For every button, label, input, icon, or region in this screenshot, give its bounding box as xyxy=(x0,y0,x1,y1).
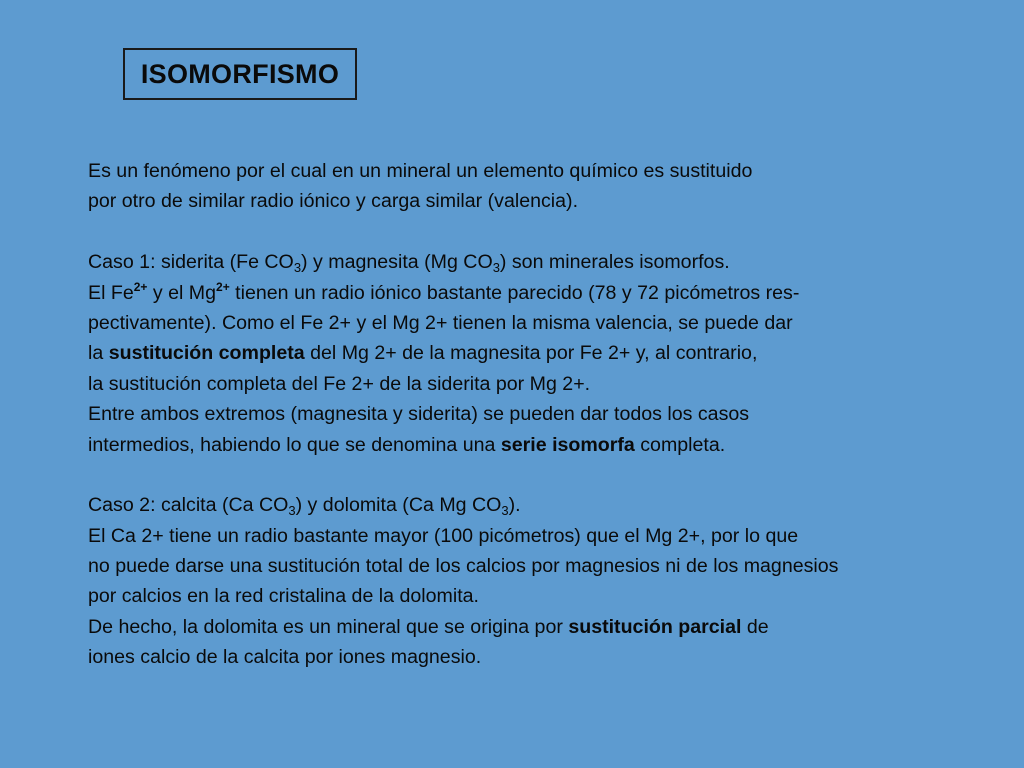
caso1-line-2: El $Fe^{2+}$ y el $Mg^{2+}$ tienen un radio iónico bastante parecido (78 y 72 picómetros res- xyxy=(88,279,800,304)
caso1-line-5: la sustitución completa del Fe 2+ de la siderita por Mg 2+. xyxy=(88,372,591,395)
caso1-line-7: intermedios, habiendo lo que se denomina una serie isomorfa completa. xyxy=(88,433,726,456)
intro-line-1: Es un fenómeno por el cual en un mineral un elemento químico es sustituido xyxy=(88,160,753,182)
caso1-heading-line: Caso 1: siderita (Fe $CO_3$) y magnesita (Mg $CO_3$) son minerales isomorfos. xyxy=(88,251,730,276)
emphasis-serie-isomorfa: serie isomorfa xyxy=(500,433,635,456)
intro-line-2: por otro de similar radio iónico y carga similar (valencia). xyxy=(88,190,579,213)
caso1-line-3: pectivamente). Como el Fe 2+ y el Mg 2+ tienen la misma valencia, se puede dar xyxy=(88,311,793,334)
caso2-line-2: El Ca 2+ tiene un radio bastante mayor (100 picómetros) que el Mg 2+, por lo que xyxy=(88,524,799,547)
paragraph-gap xyxy=(88,460,998,490)
paragraph-gap xyxy=(88,217,998,247)
slide-title-text: ISOMORFISMO xyxy=(140,58,340,89)
caso1-line-6: Entre ambos extremos (magnesita y siderita) se pueden dar todos los casos xyxy=(88,403,750,426)
emphasis-sustitucion-completa: sustitución completa xyxy=(108,342,305,365)
caso2-heading-line: Caso 2: calcita (Ca $CO_3$) y dolomita (Ca Mg $CO_3$). xyxy=(88,494,521,519)
slide-body xyxy=(88,156,998,673)
caso2-line-3: no puede darse una sustitución total de los calcios por magnesios ni de los magnesios xyxy=(88,555,839,578)
caso2-line-6: iones calcio de la calcita por iones magnesio. xyxy=(88,646,482,669)
caso2-line-5: De hecho, la dolomita es un mineral que se origina por sustitución parcial de xyxy=(88,615,769,638)
caso2-line-4: por calcios en la red cristalina de la dolomita. xyxy=(88,585,479,608)
slide-title xyxy=(123,48,357,100)
caso1-line-4: la sustitución completa del Mg 2+ de la magnesita por Fe 2+ y, al contrario, xyxy=(88,342,758,365)
emphasis-sustitucion-parcial: sustitución parcial xyxy=(568,615,742,638)
